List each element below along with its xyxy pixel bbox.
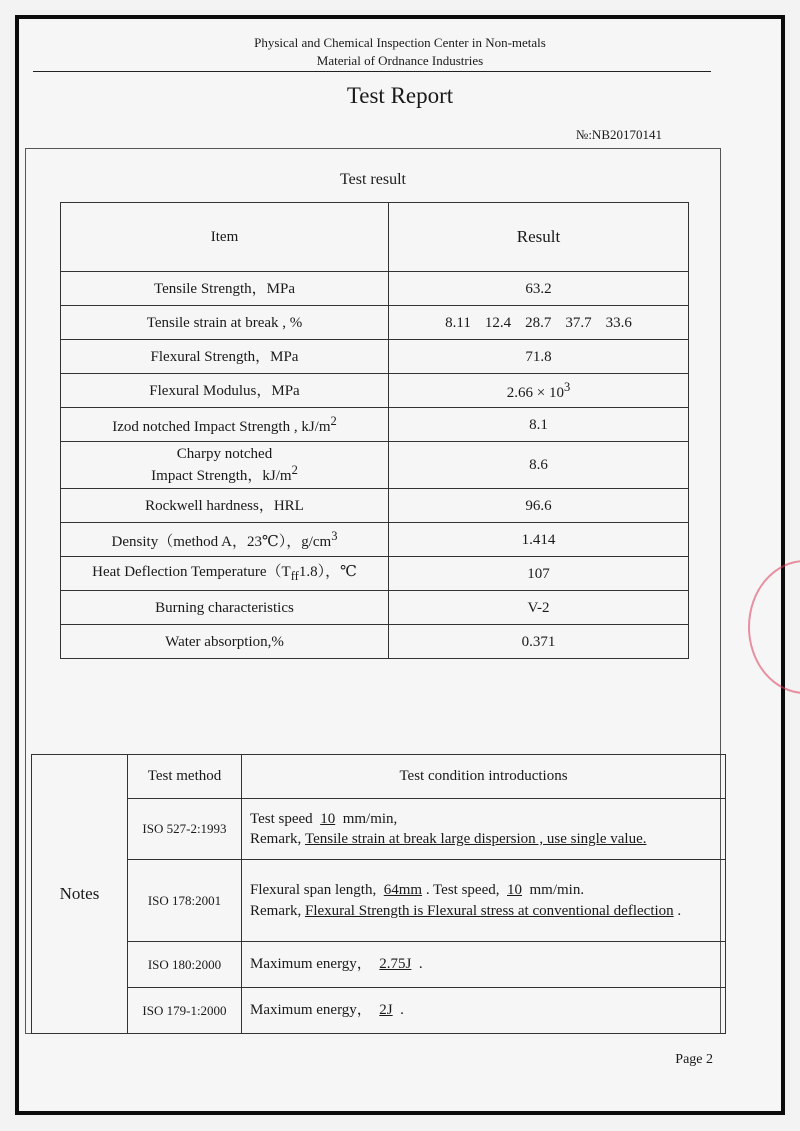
condition-text: mm/min. [529, 882, 585, 899]
item-label-line1: Charpy notched [176, 446, 273, 462]
table-row [61, 557, 689, 591]
table-row [61, 272, 689, 306]
exponent: 2 [330, 413, 337, 428]
result-cell: 8.1 [389, 408, 689, 442]
value: 12.4 [484, 314, 512, 331]
table-row [61, 306, 689, 340]
report-number: №:NB20170141 [575, 127, 662, 142]
condition-text: . [677, 902, 682, 919]
exponent: 3 [563, 379, 571, 394]
table-row [32, 860, 726, 942]
table-row [61, 340, 689, 374]
table-row [61, 374, 689, 408]
item-cell: Burning characteristics [61, 591, 389, 625]
table-header-row [61, 203, 689, 272]
page-number: Page 2 [675, 1052, 713, 1067]
item-cell: Tensile strain at break , % [61, 306, 389, 340]
column-header-condition: Test condition introductions [242, 755, 726, 799]
table-row [32, 942, 726, 988]
result-cell: 107 [389, 557, 689, 591]
condition-value: 10 [320, 810, 336, 827]
item-cell: Water absorption,% [61, 625, 389, 659]
condition-value: 64mm [383, 882, 423, 899]
condition-cell [242, 799, 726, 860]
table-row [61, 625, 689, 659]
item-cell [61, 523, 389, 557]
remark-label: Remark, [250, 831, 302, 847]
condition-value: 10 [507, 882, 522, 899]
table-row [61, 408, 689, 442]
result-table [60, 202, 689, 659]
table-row [61, 523, 689, 557]
item-cell: Flexural Modulus，MPa [61, 374, 389, 408]
value: 37.7 [565, 314, 592, 331]
exponent: 2 [291, 463, 298, 477]
condition-text: mm/min, [342, 810, 398, 827]
condition-text: . [418, 956, 423, 973]
item-label: Heat Deflection Temperature（T [92, 564, 291, 580]
table-row [32, 988, 726, 1034]
item-cell [61, 557, 389, 591]
condition-value: 2J [379, 1002, 393, 1019]
value: 33.6 [605, 314, 632, 331]
table-row [61, 591, 689, 625]
condition-cell [242, 988, 726, 1034]
result-cell [389, 374, 689, 408]
column-header-method: Test method [128, 755, 242, 799]
method-cell: ISO 178:2001 [128, 860, 242, 942]
value: 8.11 [445, 314, 471, 331]
item-label-suffix: 1.8），℃ [298, 564, 357, 580]
result-cell: 0.371 [389, 625, 689, 659]
item-label-line2: Impact Strength，kJ/m [151, 468, 292, 484]
condition-value: 2.75J [379, 956, 412, 973]
method-cell: ISO 180:2000 [128, 942, 242, 988]
org-name-line2: Material of Ordnance Industries [316, 53, 484, 68]
condition-text: . Test speed, [425, 882, 500, 899]
org-name-line1: Physical and Chemical Inspection Center in Non-metals [254, 35, 546, 50]
item-cell: Rockwell hardness，HRL [61, 489, 389, 523]
notes-header-row [32, 755, 726, 799]
value: 28.7 [525, 314, 552, 331]
page-title: Test Report [346, 83, 454, 108]
condition-cell [242, 942, 726, 988]
condition-text: Maximum energy， [250, 956, 372, 973]
method-cell: ISO 179-1:2000 [128, 988, 242, 1034]
notes-label: Notes [32, 755, 128, 1034]
method-cell: ISO 527-2:1993 [128, 799, 242, 860]
condition-text: . [400, 1002, 404, 1019]
remark-label: Remark, [250, 902, 302, 919]
subscript: ff [290, 569, 299, 583]
column-header-result: Result [389, 203, 689, 272]
exponent: 3 [331, 528, 338, 543]
condition-text: Test speed [250, 810, 313, 827]
table-row [61, 442, 689, 489]
item-label: Density（method A，23℃），g/cm [111, 533, 332, 550]
item-cell [61, 408, 389, 442]
result-cell: 63.2 [389, 272, 689, 306]
column-header-item: Item [61, 203, 389, 272]
item-cell [61, 442, 389, 489]
result-value: 2.66 × 10 [506, 384, 564, 401]
result-cell: 96.6 [389, 489, 689, 523]
result-cell: V-2 [389, 591, 689, 625]
result-cell: 1.414 [389, 523, 689, 557]
condition-text: Flexural span length, [250, 882, 377, 899]
item-cell: Tensile Strength，MPa [61, 272, 389, 306]
result-cell: 8.6 [389, 442, 689, 489]
result-section-title: Test result [340, 171, 406, 188]
item-label: Izod notched Impact Strength , kJ/m [112, 418, 331, 435]
condition-cell [242, 860, 726, 942]
result-cell [389, 306, 689, 340]
remark-value: Tensile strain at break large dispersion , use single value. [304, 831, 647, 847]
remark-value: Flexural Strength is Flexural stress at conventional deflection [304, 902, 674, 919]
result-cell: 71.8 [389, 340, 689, 374]
header-divider [33, 71, 711, 72]
notes-table [31, 754, 726, 1034]
item-cell: Flexural Strength，MPa [61, 340, 389, 374]
table-row [61, 489, 689, 523]
table-row [32, 799, 726, 860]
condition-text: Maximum energy， [250, 1002, 372, 1019]
